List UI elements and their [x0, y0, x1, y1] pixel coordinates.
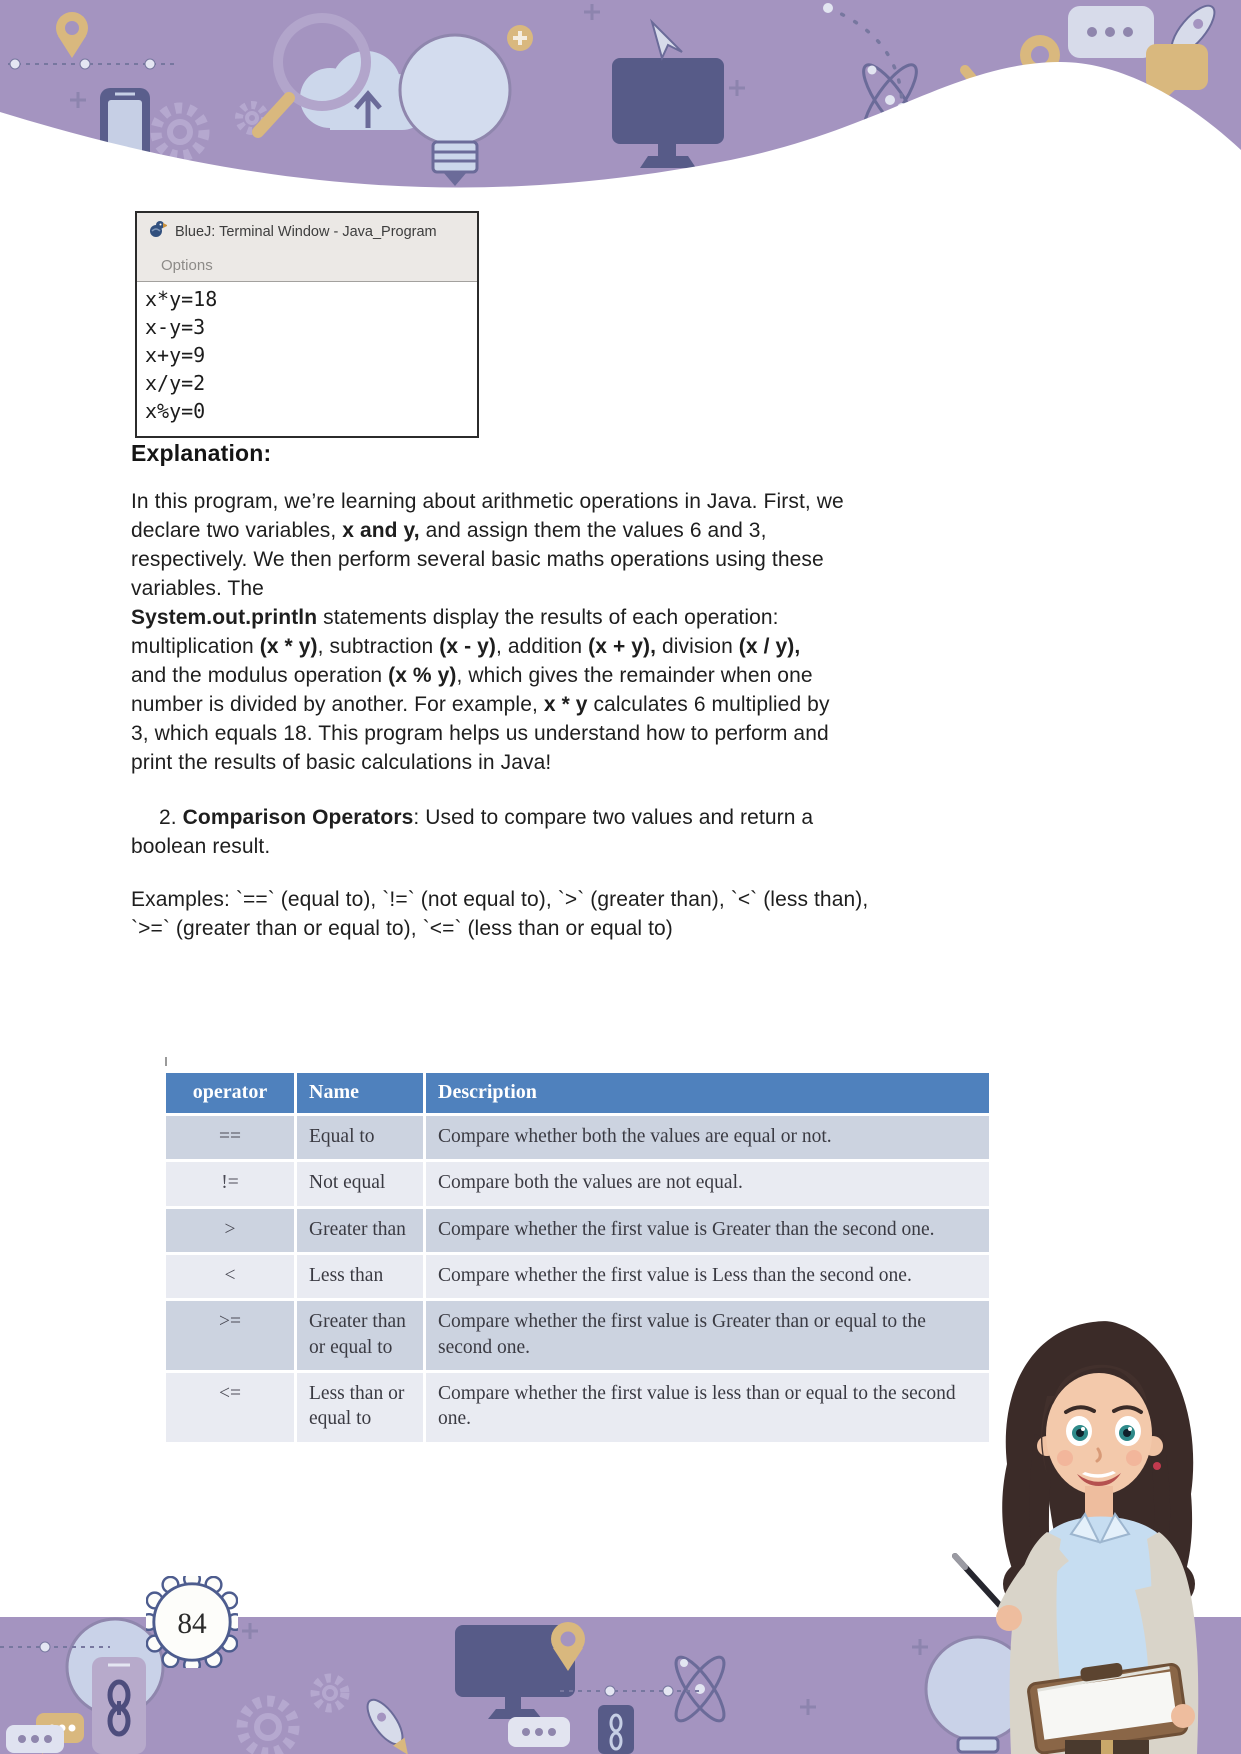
name-cell: Greater than	[297, 1209, 426, 1255]
name-cell: Less than	[297, 1255, 426, 1301]
operator-cell: <	[166, 1255, 297, 1301]
speech-dots-icon	[6, 1725, 64, 1753]
terminal-line: x-y=3	[145, 315, 206, 339]
stray-mark	[165, 1057, 167, 1066]
operator-cell: <=	[166, 1373, 297, 1445]
operator-cell: !=	[166, 1162, 297, 1208]
comparison-operators-intro: 2. Comparison Operators: Used to compare two values and return a boolean result.	[131, 806, 814, 858]
table-row	[166, 1373, 992, 1445]
page-number: 84	[177, 1607, 207, 1640]
earring	[1153, 1462, 1161, 1470]
bluej-icon	[147, 219, 167, 244]
terminal-title: BlueJ: Terminal Window - Java_Program	[175, 223, 437, 240]
description-cell: Compare whether the first value is Greater than the second one.	[426, 1209, 992, 1255]
smartphone-chain-icon	[92, 1657, 146, 1754]
column-header-operator: operator	[166, 1073, 297, 1116]
table-header-row	[166, 1073, 992, 1116]
page-number-badge	[146, 1576, 238, 1673]
circle-plus-icon	[507, 25, 533, 51]
smartphone-icon	[598, 1705, 634, 1754]
options-menu[interactable]: Options	[161, 257, 213, 274]
hand	[996, 1605, 1022, 1631]
table-row	[166, 1255, 992, 1301]
table-row	[166, 1162, 992, 1208]
table-row	[166, 1301, 992, 1373]
terminal-line: x*y=18	[145, 287, 218, 311]
description-cell: Compare whether the first value is less than or equal to the second one.	[426, 1373, 992, 1445]
comparison-operators-table	[166, 1073, 992, 1445]
terminal-menubar	[137, 250, 477, 282]
description-cell: Compare both the values are not equal.	[426, 1162, 992, 1208]
header-decoration	[0, 0, 1241, 200]
terminal-output	[137, 282, 477, 425]
terminal-titlebar	[137, 213, 477, 250]
operator-cell: ==	[166, 1116, 297, 1162]
explanation-heading: Explanation:	[131, 440, 272, 466]
terminal-line: x/y=2	[145, 371, 206, 395]
description-cell: Compare whether the first value is Less than the second one.	[426, 1255, 992, 1301]
comparison-examples: Examples: `==` (equal to), `!=` (not equal to), `>` (greater than), `<` (less than), `>=` (greater than or equal to), `<=` (less than or equal to)	[131, 888, 869, 940]
explanation-paragraph: In this program, we’re learning about arithmetic operations in Java. First, we declare two variables, x and y, and assign them the values 6 and 3, respectively. We then perform several basic maths operations using these variables. The System.out.println statements display the results of each operation: multiplication (x * y), subtraction (x - y), addition (x + y), division (x / y), and the modulus operation (x % y), which gives the remainder when one number is divided by another. For example, x * y calculates 6 multiplied by 3, which equals 18. This program helps us understand how to perform and print the results of basic calculations in Java!	[131, 490, 844, 774]
name-cell: Greater than or equal to	[297, 1301, 426, 1373]
terminal-line: x+y=9	[145, 343, 206, 367]
operator-cell: >=	[166, 1301, 297, 1373]
terminal-line: x%y=0	[145, 399, 206, 423]
description-cell: Compare whether both the values are equal or not.	[426, 1116, 992, 1162]
column-header-name: Name	[297, 1073, 426, 1116]
name-cell: Less than or equal to	[297, 1373, 426, 1445]
table-row	[166, 1209, 992, 1255]
column-header-description: Description	[426, 1073, 992, 1116]
teacher-illustration	[935, 1284, 1241, 1754]
operator-cell: >	[166, 1209, 297, 1255]
hand	[1171, 1704, 1195, 1728]
name-cell: Equal to	[297, 1116, 426, 1162]
speech-dots-icon	[508, 1717, 570, 1747]
bluej-terminal-window	[135, 211, 479, 438]
description-cell: Compare whether the first value is Greater than or equal to the second one.	[426, 1301, 992, 1373]
name-cell: Not equal	[297, 1162, 426, 1208]
table-row	[166, 1116, 992, 1162]
